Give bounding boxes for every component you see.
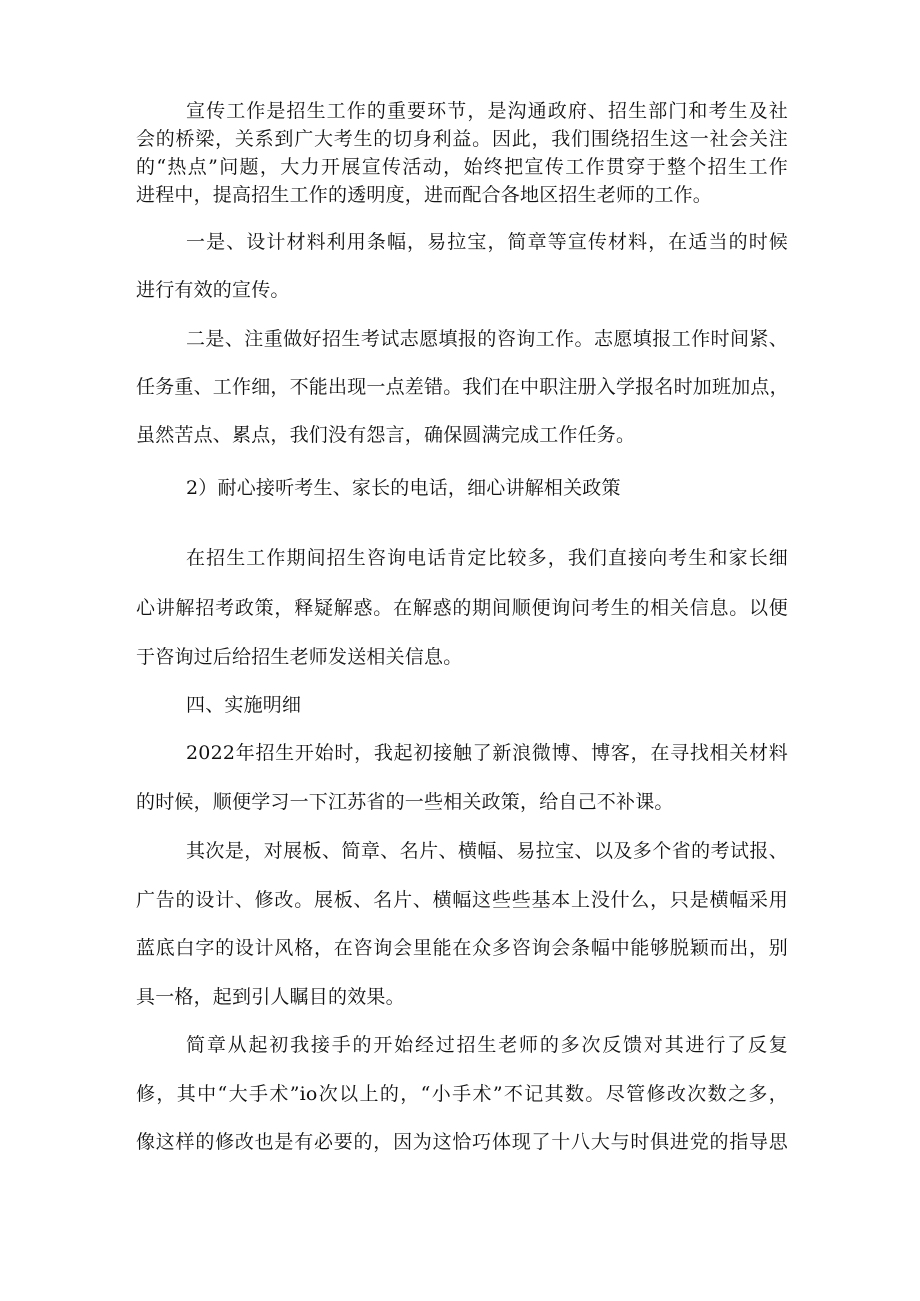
paragraph-1-line-2: 会的桥梁，关系到广大考生的切身利益。因此，我们围绕招生这一社会关注 [136,128,788,150]
paragraph-3-line-3: 虽然苦点、累点，我们没有怨言，确保圆满完成工作任务。 [136,424,636,446]
paragraph-3-line-2: 任务重、工作细，不能出现一点差错。我们在中职注册入学报名时加班加点， [136,376,789,398]
paragraph-1-line-4: 进程中，提高招生工作的透明度，进而配合各地区招生老师的工作。 [136,184,713,206]
paragraph-5-line-2: 心讲解招考政策，释疑解惑。在解惑的期间顺便询问考生的相关信息。以便 [136,597,788,619]
paragraph-9-line-3: 像这样的修改也是有必要的，因为这恰巧体现了十八大与时俱进党的指导思 [136,1131,788,1153]
paragraph-5-line-1: 在招生工作期间招生咨询电话肯定比较多，我们直接向考生和家长细 [186,547,788,569]
paragraph-5-line-3: 于咨询过后给招生老师发送相关信息。 [136,646,463,668]
paragraph-2-line-1: 一是、设计材料利用条幅，易拉宝，简章等宣传材料，在适当的时候 [186,231,788,253]
paragraph-4-line-1: 2）耐心接听考生、家长的电话，细心讲解相关政策 [186,477,621,499]
paragraph-2-line-2: 进行有效的宣传。 [136,279,290,301]
paragraph-6-line-1: 四、实施明细 [186,694,302,716]
paragraph-3-line-1: 二是、注重做好招生考试志愿填报的咨询工作。志愿填报工作时间紧、 [186,328,788,350]
paragraph-8-line-3: 蓝底白字的设计风格，在咨询会里能在众多咨询会条幅中能够脱颖而出，别 [136,937,788,959]
paragraph-7-line-1: 2022年招生开始时，我起初接触了新浪微博、博客，在寻找相关材料 [186,742,788,764]
paragraph-9-line-1: 简章从起初我接手的开始经过招生老师的多次反馈对其进行了反复 [186,1034,788,1056]
paragraph-8-line-2: 广告的设计、修改。展板、名片、横幅这些些基本上没什么，只是横幅采用 [136,889,788,911]
paragraph-1-line-1: 宣传工作是招生工作的重要环节，是沟通政府、招生部门和考生及社 [186,100,788,122]
paragraph-9-line-2: 修，其中“大手术”io次以上的，“小手术”不记其数。尽管修改次数之多， [136,1083,788,1105]
paragraph-8-line-1: 其次是，对展板、简章、名片、横幅、易拉宝、以及多个省的考试报、 [186,840,788,862]
paragraph-1-line-3: 的“热点”问题，大力开展宣传活动，始终把宣传工作贯穿于整个招生工作 [136,156,788,178]
paragraph-7-line-2: 的时候，顺便学习一下江苏省的一些相关政策，给自己不补课。 [136,791,674,813]
paragraph-8-line-4: 具一格，起到引人瞩目的效果。 [136,986,405,1008]
